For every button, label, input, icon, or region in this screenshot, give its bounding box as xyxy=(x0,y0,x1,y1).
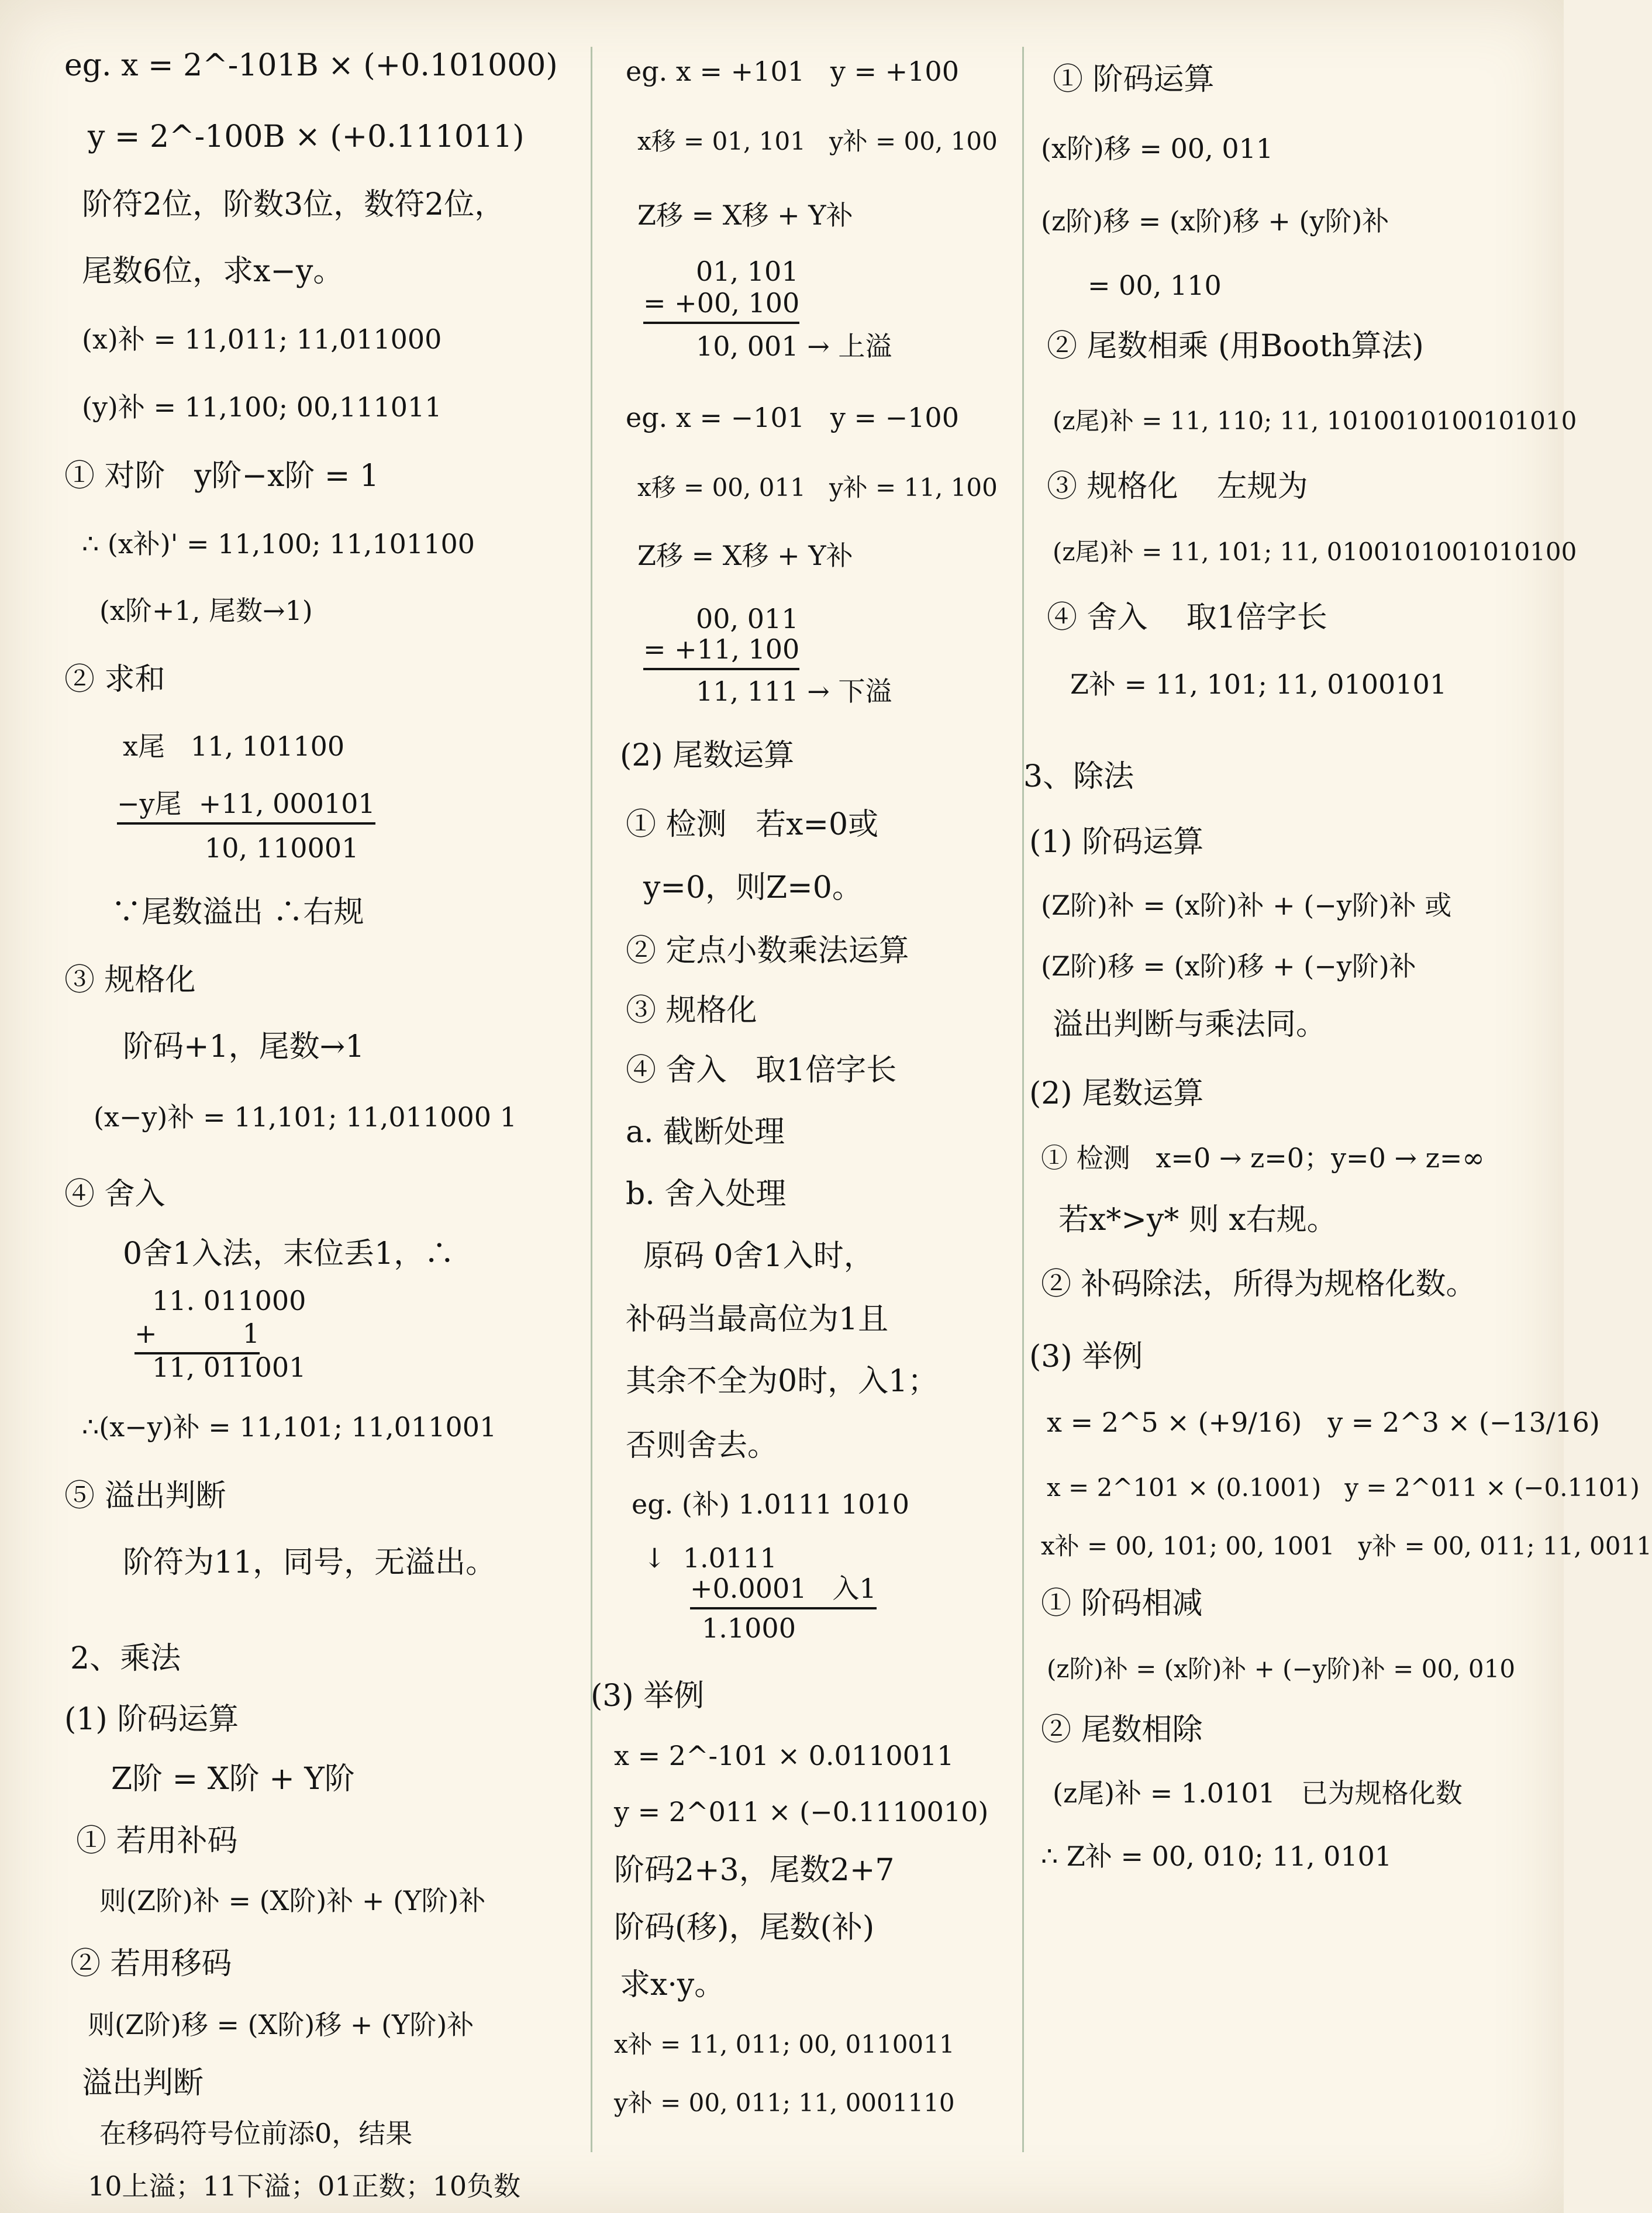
col1-line-19: 0舍1入法，末位丢1，∴ xyxy=(123,1236,455,1271)
col2-line-14: ① 检测 若x=0或 xyxy=(626,807,879,842)
col2-line-1: eg. x = +101 y = +100 xyxy=(626,56,959,87)
col3-line-16: (2) 尾数运算 xyxy=(1029,1076,1204,1111)
col2-line-8: x移 = 00, 011 y补 = 11, 100 xyxy=(637,473,998,502)
col2-line-15: y=0，则Z=0。 xyxy=(643,870,863,905)
col2-line-10: 00, 011 xyxy=(696,603,799,635)
col2-line-35: x补 = 11, 011; 00, 0110011 xyxy=(614,2030,955,2059)
col3-line-19: ② 补码除法，所得为规格化数。 xyxy=(1041,1267,1477,1302)
col2-line-36: y补 = 00, 011; 11, 0001110 xyxy=(614,2088,955,2117)
col2-line-24: 否则舍去。 xyxy=(626,1428,778,1463)
col3-line-24: ① 阶码相减 xyxy=(1041,1586,1203,1621)
col3-line-9: ④ 舍入 取1倍字长 xyxy=(1047,600,1327,635)
col1-line-29: ① 若用补码 xyxy=(76,1824,238,1859)
col1-line-2: y = 2^-100B × (+0.111011) xyxy=(88,119,525,154)
col1-line-10: ② 求和 xyxy=(64,662,165,697)
col2-line-4: 01, 101 xyxy=(696,256,799,287)
col3-line-8: (z尾)补 = 11, 101; 11, 0100101001010100 xyxy=(1053,537,1577,566)
col1-line-32: 则(Z阶)移 = (X阶)移 + (Y阶)补 xyxy=(88,2009,474,2040)
col1-line-21: + 1 xyxy=(134,1315,260,1354)
col3-line-23: x补 = 00, 101; 00, 1001 y补 = 00, 011; 11, 0011 xyxy=(1041,1532,1652,1560)
col2-line-27: +0.0001 入1 xyxy=(690,1570,877,1609)
col2-line-34: 求x·y。 xyxy=(620,1967,725,2002)
col2-line-32: 阶码2+3，尾数2+7 xyxy=(614,1853,895,1888)
col2-line-2: x移 = 01, 101 y补 = 00, 100 xyxy=(637,127,998,156)
col1-line-26: 2、乘法 xyxy=(70,1641,181,1676)
col3-line-17: ① 检测 x=0 → z=0；y=0 → z=∞ xyxy=(1041,1142,1485,1174)
col1-line-25: 阶符为11，同号，无溢出。 xyxy=(123,1545,496,1580)
col2-line-29: (3) 举例 xyxy=(591,1678,705,1714)
col2-line-20: b. 舍入处理 xyxy=(626,1177,787,1212)
col2-line-21: 原码 0舍1入时， xyxy=(643,1239,874,1274)
col2-line-25: eg. (补) 1.0111 1010 xyxy=(632,1488,910,1520)
col3-line-14: (Z阶)移 = (x阶)移 + (−y阶)补 xyxy=(1041,950,1416,982)
col3-line-18: 若x*>y* 则 x右规。 xyxy=(1058,1202,1337,1238)
col2-line-26: ↓ 1.0111 xyxy=(643,1542,777,1574)
col1-line-7: ① 对阶 y阶−x阶 = 1 xyxy=(64,459,380,494)
col2-line-5: = +00, 100 xyxy=(643,284,799,324)
col3-line-21: x = 2^5 × (+9/16) y = 2^3 × (−13/16) xyxy=(1047,1407,1600,1438)
col1-line-8: ∴ (x补)' = 11,100; 11,101100 xyxy=(82,528,475,560)
col2-line-3: Z移 = X移 + Y补 xyxy=(637,199,853,231)
col3-line-11: 3、除法 xyxy=(1023,759,1134,794)
col1-line-9: (x阶+1, 尾数→1) xyxy=(99,595,313,626)
col2-line-28: 1.1000 xyxy=(702,1612,796,1644)
col1-line-22: 11, 011001 xyxy=(152,1352,306,1383)
col1-line-6: (y)补 = 11,100; 00,111011 xyxy=(82,391,442,423)
col1-line-3: 阶符2位，阶数3位，数符2位， xyxy=(82,187,505,222)
col3-line-26: ② 尾数相除 xyxy=(1041,1712,1203,1747)
col1-line-17: (x−y)补 = 11,101; 11,011000 1 xyxy=(94,1101,517,1133)
col3-line-4: = 00, 110 xyxy=(1088,270,1222,301)
col1-line-20: 11. 011000 xyxy=(152,1285,306,1316)
col3-line-3: (z阶)移 = (x阶)移 + (y阶)补 xyxy=(1041,205,1389,237)
col2-line-31: y = 2^011 × (−0.1110010) xyxy=(614,1796,989,1828)
col3-line-20: (3) 举例 xyxy=(1029,1339,1143,1374)
col1-line-14: ∵尾数溢出 ∴右规 xyxy=(111,895,364,930)
col1-line-27: (1) 阶码运算 xyxy=(64,1702,239,1737)
col2-line-7: eg. x = −101 y = −100 xyxy=(626,402,959,433)
col3-line-6: (z尾)补 = 11, 110; 11, 1010010100101010 xyxy=(1053,406,1577,435)
col1-line-31: ② 若用移码 xyxy=(70,1946,232,1981)
col1-line-4: 尾数6位，求x−y。 xyxy=(82,254,344,289)
col2-line-19: a. 截断处理 xyxy=(626,1115,785,1150)
col2-line-16: ② 定点小数乘法运算 xyxy=(626,933,909,968)
col3-line-15: 溢出判断与乘法同。 xyxy=(1053,1007,1327,1042)
col3-line-28: ∴ Z补 = 00, 010; 11, 0101 xyxy=(1041,1840,1392,1872)
col3-line-1: ① 阶码运算 xyxy=(1053,62,1215,97)
col3-line-5: ② 尾数相乘 (用Booth算法) xyxy=(1047,329,1424,364)
col2-line-23: 其余不全为0时，入1； xyxy=(626,1364,939,1399)
col1-line-5: (x)补 = 11,011; 11,011000 xyxy=(82,323,442,355)
col1-line-35: 10上溢；11下溢；01正数；10负数 xyxy=(88,2170,521,2202)
col1-line-11: x尾 11, 101100 xyxy=(123,730,345,762)
col2-line-17: ③ 规格化 xyxy=(626,993,757,1028)
col1-line-24: ⑤ 溢出判断 xyxy=(64,1478,226,1514)
col1-line-15: ③ 规格化 xyxy=(64,963,196,998)
col1-line-13: 10, 110001 xyxy=(205,832,359,864)
col2-line-22: 补码当最高位为1且 xyxy=(626,1302,889,1337)
col2-line-30: x = 2^-101 × 0.0110011 xyxy=(614,1740,954,1771)
col1-line-34: 在移码符号位前添0，结果 xyxy=(99,2118,413,2149)
col3-line-13: (Z阶)补 = (x阶)补 + (−y阶)补 或 xyxy=(1041,890,1452,921)
col3-line-12: (1) 阶码运算 xyxy=(1029,825,1204,860)
col1-line-16: 阶码+1，尾数→1 xyxy=(123,1029,365,1064)
col1-line-1: eg. x = 2^-101B × (+0.101000) xyxy=(64,48,558,83)
col3-line-7: ③ 规格化 左规为 xyxy=(1047,469,1308,504)
col2-line-11: = +11, 100 xyxy=(643,630,799,670)
col3-line-10: Z补 = 11, 101; 11, 0100101 xyxy=(1070,668,1447,700)
col2-line-18: ④ 舍入 取1倍字长 xyxy=(626,1053,897,1088)
col2-line-12: 11, 111 → 下溢 xyxy=(696,675,892,707)
col3-line-27: (z尾)补 = 1.0101 已为规格化数 xyxy=(1053,1777,1463,1809)
column-divider-left xyxy=(591,47,592,2152)
col2-line-33: 阶码(移)，尾数(补) xyxy=(614,1910,875,1945)
col3-line-22: x = 2^101 × (0.1001) y = 2^011 × (−0.1101) xyxy=(1047,1473,1640,1502)
col1-line-23: ∴(x−y)补 = 11,101; 11,011001 xyxy=(82,1411,497,1443)
col1-line-30: 则(Z阶)补 = (X阶)补 + (Y阶)补 xyxy=(99,1885,486,1916)
col2-line-6: 10, 001 → 上溢 xyxy=(696,330,892,362)
col1-line-12: −y尾 +11, 000101 xyxy=(117,785,375,825)
col1-line-33: 溢出判断 xyxy=(82,2066,204,2101)
col1-line-18: ④ 舍入 xyxy=(64,1177,165,1212)
col3-line-2: (x阶)移 = 00, 011 xyxy=(1041,133,1274,164)
col2-line-13: (2) 尾数运算 xyxy=(620,738,795,773)
col2-line-9: Z移 = X移 + Y补 xyxy=(637,540,853,571)
col3-line-25: (z阶)补 = (x阶)补 + (−y阶)补 = 00, 010 xyxy=(1047,1654,1516,1683)
column-divider-right xyxy=(1022,47,1024,2152)
col1-line-28: Z阶 = X阶 + Y阶 xyxy=(111,1762,355,1797)
